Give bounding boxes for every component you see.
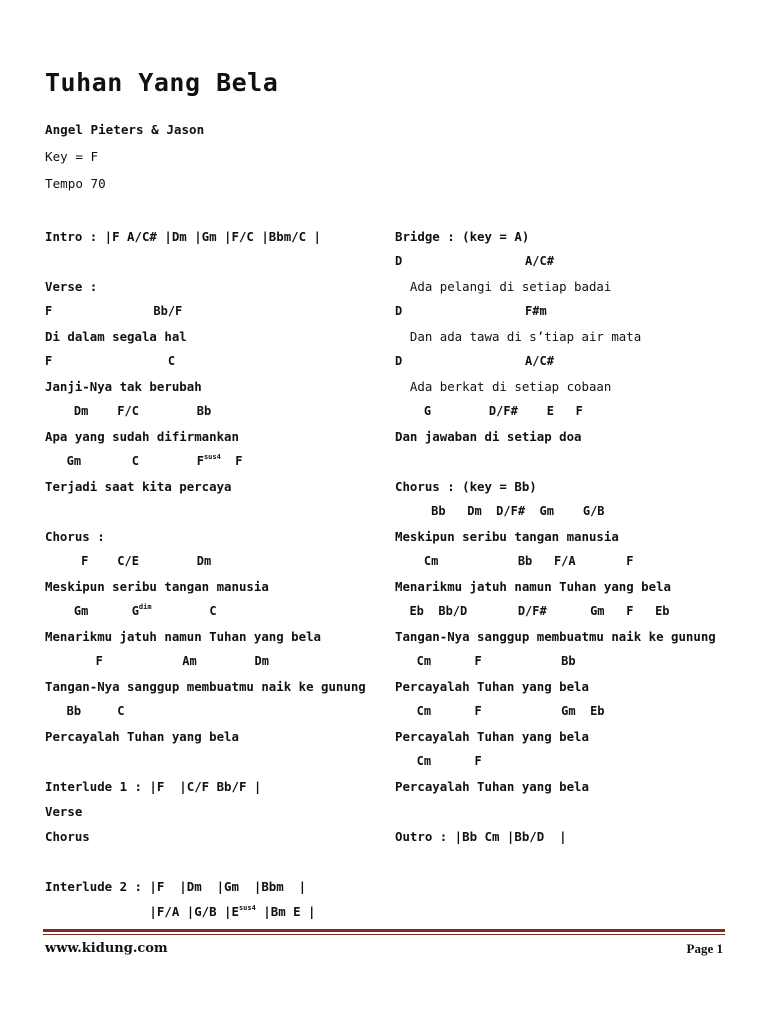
lyric-line [45,874,385,899]
song-tempo: Tempo 70 [45,176,106,191]
chord-line [45,349,385,374]
line-text: Menarikmu jatuh namun Tuhan yang bela [395,579,672,594]
line-text: Eb Bb/D D/F# Gm F Eb [395,604,670,618]
page-number: Page 1 [686,941,723,956]
chord-superscript: sus4 [203,453,221,461]
blank-line [45,849,385,874]
line-text: G D/F# E F [395,404,583,418]
lyric-line [395,724,740,749]
lyric-line [45,474,385,499]
blank-line [45,499,385,524]
line-text: Meskipun seribu tangan manusia [395,529,619,544]
chord-line [45,649,385,674]
lyric-line [45,374,385,399]
line-text: Dm F/C Bb [45,404,212,418]
blank-line [45,749,385,774]
song-key: Key = F [45,149,99,164]
line-text: Meskipun seribu tangan manusia [45,579,269,594]
lyric-line [395,524,740,549]
chord-line [45,299,385,324]
chord-line [395,499,740,524]
footer-rule-thin [43,934,725,935]
lyric-line [395,374,740,399]
line-text: F C/E Dm [45,554,212,568]
lyric-line [395,224,740,249]
line-text: Menarikmu jatuh namun Tuhan yang bela [45,629,322,644]
line-text: D A/C# [395,354,554,368]
line-text: Tangan-Nya sanggup membuatmu naik ke gunung [45,679,366,694]
chord-line [395,699,740,724]
lyric-line [45,224,385,249]
line-text: Bridge : (key = A) [395,229,530,244]
lyric-line [45,324,385,349]
blank-line [45,249,385,274]
line-text: Verse [45,804,83,819]
blank-line [395,799,740,824]
line-text-after: |Bm E | [255,904,316,919]
line-text: Percayalah Tuhan yang bela [395,679,589,694]
line-text: Intro : |F A/C# |Dm |Gm |F/C |Bbm/C | [45,229,322,244]
line-text: Dan ada tawa di s’tiap air mata [395,329,642,344]
lyric-line [45,899,385,924]
line-text: Interlude 1 : |F |C/F Bb/F | [45,779,262,794]
chord-line [395,299,740,324]
chord-line [395,599,740,624]
line-text: Terjadi saat kita percaya [45,479,232,494]
line-text: F C [45,354,176,368]
lyric-line [45,724,385,749]
line-text: Tangan-Nya sanggup membuatmu naik ke gunung [395,629,716,644]
line-text: F Bb/F [45,304,183,318]
lyric-line [45,824,385,849]
line-text: Interlude 2 : |F |Dm |Gm |Bbm | [45,879,307,894]
right-column [395,224,740,849]
blank-line [395,449,740,474]
lyric-line [395,824,740,849]
chord-line [395,249,740,274]
line-text: Verse : [45,279,98,294]
line-text: Outro : |Bb Cm |Bb/D | [395,829,567,844]
line-text: Chorus : [45,529,105,544]
chord-line [45,449,385,474]
line-text: Ada pelangi di setiap badai [395,279,612,294]
footer-rule [43,929,725,932]
line-text: Apa yang sudah difirmankan [45,429,239,444]
line-text-after: C [151,604,217,618]
lyric-line [395,624,740,649]
lyric-line [45,674,385,699]
line-text: Gm C F [45,454,204,468]
song-title: Tuhan Yang Bela [45,68,279,97]
chord-superscript: sus4 [238,904,256,912]
line-text: Gm G [45,604,139,618]
line-text: |F/A |G/B |E [45,904,239,919]
chord-line [395,349,740,374]
chord-line [395,749,740,774]
line-text-after: F [220,454,243,468]
line-text: Bb C [45,704,125,718]
lyric-line [395,324,740,349]
line-text: D A/C# [395,254,554,268]
lyric-line [45,624,385,649]
chord-line [395,399,740,424]
lyric-line [45,524,385,549]
lyric-line [395,424,740,449]
lyric-line [395,774,740,799]
line-text: Janji-Nya tak berubah [45,379,202,394]
line-text: Bb Dm D/F# Gm G/B [395,504,605,518]
lyric-line [45,424,385,449]
line-text: Cm F Gm Eb [395,704,605,718]
line-text: Cm F [395,754,482,768]
lyric-line [395,274,740,299]
line-text: Percayalah Tuhan yang bela [395,779,589,794]
lyric-line [45,799,385,824]
left-column [45,224,385,924]
lyric-line [395,674,740,699]
lyric-line [395,474,740,499]
chord-line [395,549,740,574]
line-text: Percayalah Tuhan yang bela [395,729,589,744]
song-meta [45,116,204,197]
chord-superscript: dim [138,603,152,611]
line-text: Ada berkat di setiap cobaan [395,379,612,394]
line-text: Chorus : (key = Bb) [395,479,537,494]
lyric-line [395,574,740,599]
chord-line [395,649,740,674]
lyric-line [45,574,385,599]
footer-url[interactable]: www.kidung.com [45,941,168,956]
line-text: D F#m [395,304,547,318]
line-text: Percayalah Tuhan yang bela [45,729,239,744]
line-text: F Am Dm [45,654,269,668]
chord-line [45,399,385,424]
lyric-line [45,774,385,799]
line-text: Chorus [45,829,90,844]
chord-line [45,549,385,574]
lyric-line [45,274,385,299]
song-artist: Angel Pieters & Jason [45,122,205,137]
line-text: Cm F Bb [395,654,576,668]
line-text: Cm Bb F/A F [395,554,634,568]
line-text: Di dalam segala hal [45,329,187,344]
line-text: Dan jawaban di setiap doa [395,429,582,444]
chord-line [45,599,385,624]
chord-line [45,699,385,724]
